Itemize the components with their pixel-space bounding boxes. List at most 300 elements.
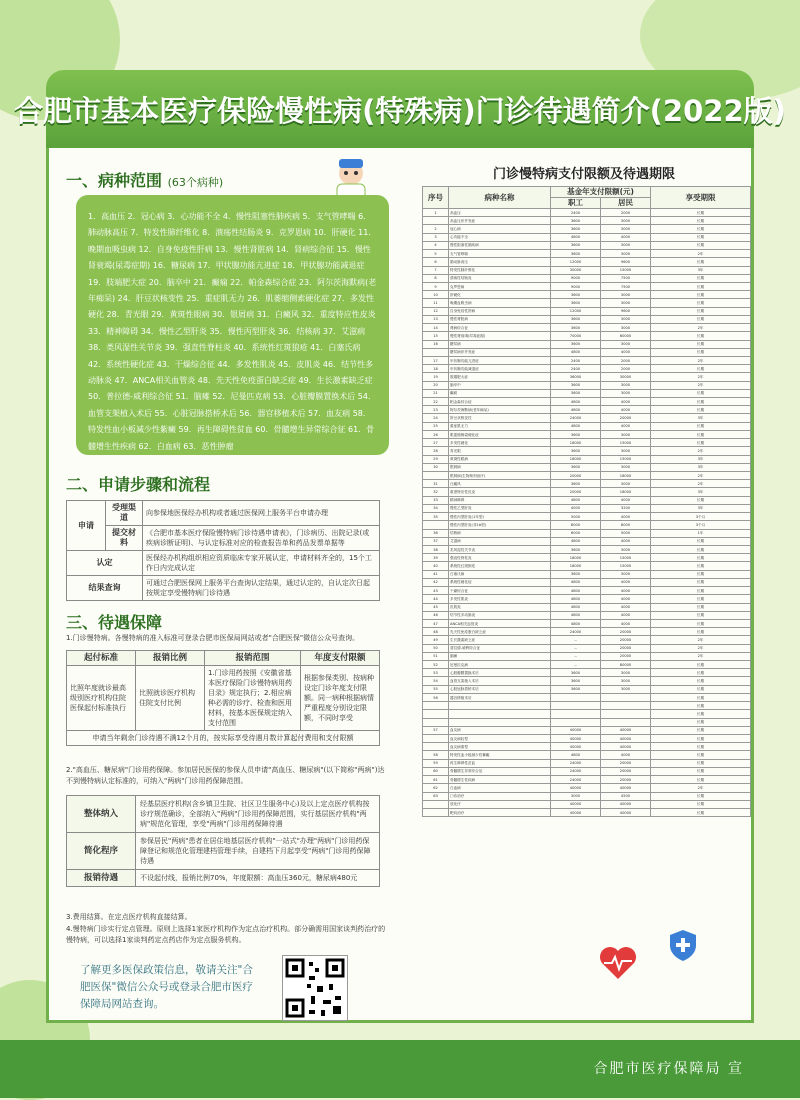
table-cell: 肢端肥大症 (449, 373, 551, 381)
table-cell: 心脏瓣膜置换术后 (449, 669, 551, 677)
table-row (423, 685, 751, 693)
table-row (423, 718, 751, 726)
table-cell: 4800 (551, 578, 601, 586)
table-row (423, 225, 751, 233)
table-cell: 3600 (551, 669, 601, 677)
flow-text: 参保居民"两病"患者在居住地基层医疗机构"一站式"办理"两病"门诊用药保障登记和规范化管理建档管理手续，自建档下月起享受"两病"门诊用药保障待遇 (136, 833, 380, 870)
table-cell: 长期 (651, 225, 751, 233)
table-cell: 长期 (651, 439, 751, 447)
table-cell: 18000 (551, 455, 601, 463)
table-cell: 24000 (551, 628, 601, 636)
table-cell: 4800 (551, 496, 601, 504)
table-cell: 系统性红斑狼疮 (449, 562, 551, 570)
table-row (423, 315, 751, 323)
table-cell: 长期 (651, 299, 751, 307)
table-cell: 长期 (651, 307, 751, 315)
benefit-header: 报销范围 (205, 651, 301, 666)
table-cell: 30 (423, 463, 449, 471)
table-cell (423, 743, 449, 751)
table-cell: 40000 (601, 808, 651, 816)
table-cell: 长期 (651, 710, 751, 718)
table-cell: 4000 (601, 422, 651, 430)
table-row (423, 521, 751, 529)
table-cell: 3000 (601, 677, 651, 685)
table-cell: 8 (423, 274, 449, 282)
table-cell (601, 693, 651, 701)
table-cell: 肝豆状核变性 (449, 414, 551, 422)
table-cell: 4000 (601, 398, 651, 406)
table-cell: 20000 (551, 472, 601, 480)
table-cell: 重度特应性皮炎 (449, 488, 551, 496)
table-cell: 骨髓增生性疾病 (449, 776, 551, 784)
table-cell: 57 (423, 726, 449, 734)
table-cell: 生长激素缺乏症 (449, 636, 551, 644)
table-cell: 3200 (601, 504, 651, 512)
table-cell: 12 (423, 307, 449, 315)
table-cell: 2000 (601, 356, 651, 364)
table-cell: 3600 (551, 250, 601, 258)
table-row (423, 365, 751, 373)
table-row (423, 800, 751, 808)
table-cell: 5 (423, 250, 449, 258)
table-cell: 系统性硬化症 (449, 578, 551, 586)
table-row (423, 595, 751, 603)
table-cell: 55 (423, 685, 449, 693)
table-cell: 再生障碍性贫血 (449, 759, 551, 767)
table-cell: 皮肌炎 (449, 603, 551, 611)
table-cell: 支气管哮喘 (449, 250, 551, 258)
table-cell: 长期 (651, 628, 751, 636)
table-cell: 3000 (601, 480, 651, 488)
table-cell (423, 472, 449, 480)
table-cell: 9000 (551, 282, 601, 290)
table-cell: 63 (423, 792, 449, 800)
table-cell: 6000 (551, 529, 601, 537)
table-row (423, 513, 751, 521)
table-cell: -- (551, 661, 601, 669)
table-cell: 3600 (551, 677, 601, 685)
table-cell: 12000 (551, 307, 601, 315)
table-row (423, 619, 751, 627)
disease-list (76, 195, 389, 455)
table-cell: 9600 (601, 258, 651, 266)
table-cell: -- (551, 644, 601, 652)
table-cell: 1 (423, 209, 449, 217)
table-cell: 3000 (601, 225, 651, 233)
table-cell: 20000 (601, 776, 651, 784)
table-cell: 肝硬化 (449, 291, 551, 299)
table-row (423, 669, 751, 677)
table-cell: 4000 (601, 233, 651, 241)
table-cell: 4000 (551, 504, 601, 512)
table-cell: 24000 (551, 414, 601, 422)
table-cell: 2年 (651, 324, 751, 332)
table-cell: 3600 (551, 241, 601, 249)
table-row (423, 291, 751, 299)
table-row (423, 348, 751, 356)
table-cell: 长期 (651, 685, 751, 693)
table-cell: 长期 (651, 808, 751, 816)
table-cell: 长期 (651, 398, 751, 406)
table-cell: 3000 (601, 447, 651, 455)
table-cell: 4800 (551, 398, 601, 406)
table-cell: 3000 (601, 324, 651, 332)
table-row (423, 702, 751, 710)
application-steps-table (66, 500, 380, 601)
table-cell: 15000 (601, 554, 651, 562)
table-cell: 长期 (651, 776, 751, 784)
table-cell: 30000 (601, 373, 651, 381)
benefit-table (66, 650, 380, 746)
table-cell: 2 (423, 225, 449, 233)
table-row (423, 233, 751, 241)
table-cell: 血友病 (449, 726, 551, 734)
table-cell: 4500 (601, 792, 651, 800)
table-cell: 高血压 (449, 209, 551, 217)
table-cell: 白塞氏病 (449, 570, 551, 578)
table-cell: 长期 (651, 677, 751, 685)
table-cell: 60 (423, 767, 449, 775)
table-cell (423, 800, 449, 808)
table-cell: 结核病 (449, 529, 551, 537)
table-cell: 长期 (651, 587, 751, 595)
table-row (423, 710, 751, 718)
two-disease-table (66, 795, 380, 887)
table-row (423, 250, 751, 258)
table-cell: 10 (423, 291, 449, 299)
table-row (423, 628, 751, 636)
table-cell: 自身免疫性肝病 (449, 307, 551, 315)
table-cell (423, 521, 449, 529)
benefit-cell: 1.门诊用药按照《安徽省基本医疗保险门诊慢特病用药目录》规定执行；2.相应病种必需的诊疗、检查和医用材料，按基本医保规定纳入支付范围 (205, 666, 301, 731)
table-cell: 3000 (601, 570, 651, 578)
table-cell: 4800 (551, 595, 601, 603)
table-cell: 溃疡性结肠炎 (449, 274, 551, 282)
table-cell: 4000 (601, 603, 651, 611)
flow-label: 整体纳入 (67, 796, 136, 833)
table-cell: 长期 (651, 365, 751, 373)
table-cell: 癫痫 (449, 389, 551, 397)
table-cell: 40000 (551, 726, 601, 734)
benefit-header: 报销比例 (136, 651, 205, 666)
table-cell: 3600 (551, 315, 601, 323)
table-row (423, 603, 751, 611)
table-cell: 40000 (551, 784, 601, 792)
table-cell: 3600 (551, 299, 601, 307)
table-cell: 4000 (601, 578, 651, 586)
table-cell: 长期 (651, 554, 751, 562)
table-row (423, 241, 751, 249)
disease-list-text: 1．高血压 2．冠心病 3．心功能不全 4．慢性阻塞性肺疾病 5．支气管哮喘 6．肺动脉高压 7．特发性肺纤维化 8．溃疡性结肠炎 9．克罗恩病 10．肝硬化 11．晚期血吸虫病 12．自身免疫性肝病 13．慢性肾脏病 14．肾病综合征 15．慢性肾衰竭(尿毒症期) 16．糖尿病 17．甲状腺功能亢进症 18．甲状腺功能减退症 19．肢端肥大症 20．脑卒中 21．癫痫 22．帕金森综合症 23．阿尔茨海默病(老年痴呆) 24．肝豆状核变性 25．重症肌无力 26．肌萎缩侧索硬化症 27．多发性硬化 28．青光眼 29．黄斑性眼病 30．银屑病 31．白癜风 32．重度特应性皮炎 33．精神障碍 34．慢性乙型肝炎 35．慢性丙型肝炎 36．结核病 37．艾滋病 38．类风湿性关节炎 39．强直性脊柱炎 40．系统性红斑狼疮 41．白塞氏病 42．系统性硬化症 43．干燥综合征 44．多发性肌炎 45．皮肌炎 46．结节性多动脉炎 47．ANCA相关血管炎 48．先天性免疫蛋白缺乏症 49．生长激素缺乏症 50．普拉德-威利综合征 51．脑瘫 52．尼曼匹克病 53．心脏瓣膜置换术后 54．血管支架植入术后 55．心脏冠脉搭桥术后 56．器官移植术后 57．血友病 58．特发性血小板减少性紫癜 59．再生障碍性贫血 60．骨髓增生异常综合征 61．骨髓增生性疾病 62．白血病 63．恶性肿瘤 (88, 212, 377, 451)
table-cell: 15000 (601, 455, 651, 463)
table-row (423, 472, 751, 480)
table-cell: 普拉德-威利综合征 (449, 644, 551, 652)
step-text: 医保经办机构组织相应资质临床专家开展认定，申请材料齐全的，15个工作日内完成认定 (143, 551, 380, 576)
table-cell: 长期 (651, 669, 751, 677)
table-cell: 3600 (551, 225, 601, 233)
table-row (423, 496, 751, 504)
table-cell: 肌萎缩侧索硬化症 (449, 430, 551, 438)
step-label: 结果查询 (67, 576, 143, 601)
table-cell: 特发性血小板减少性紫癜 (449, 751, 551, 759)
table-row (423, 430, 751, 438)
table-cell: 2年 (651, 472, 751, 480)
section1-title (66, 168, 223, 191)
table-cell: 20000 (601, 414, 651, 422)
table-row (423, 529, 751, 537)
table-cell: 45 (423, 603, 449, 611)
table-row (423, 587, 751, 595)
apply-label: 申请 (67, 501, 106, 551)
table-cell: 长期 (651, 792, 751, 800)
more-info-text: 了解更多医保政策信息，敬请关注"合肥医保"微信公众号或登录合肥市医疗保障局网站查询。 (80, 964, 253, 1010)
table-cell: 糖尿病伴并发症 (449, 348, 551, 356)
table-row (423, 743, 751, 751)
table-cell: 4000 (601, 751, 651, 759)
footer-bar (0, 1040, 800, 1098)
table-cell: 冠心病 (449, 225, 551, 233)
table-cell: 20000 (601, 759, 651, 767)
table-cell: 长期 (651, 389, 751, 397)
table-cell: 4800 (551, 751, 601, 759)
table-cell: 2年 (651, 381, 751, 389)
table-cell: 61 (423, 776, 449, 784)
table-cell: 3000 (551, 792, 601, 800)
table-cell: 长期 (651, 735, 751, 743)
table-cell: 慢性丙型肝炎(1年型) (449, 513, 551, 521)
table-cell: 5000 (601, 529, 651, 537)
table-cell: 49 (423, 636, 449, 644)
table-cell (423, 718, 449, 726)
table-row (423, 652, 751, 660)
table-cell: 11 (423, 299, 449, 307)
table-cell: 37 (423, 537, 449, 545)
table-cell: 放化疗 (449, 800, 551, 808)
table-cell: 40000 (601, 726, 651, 734)
benefit-item1: 1.门诊慢特病。各慢特病的准入标准可登录合肥市医保局网站或者"合肥医保"微信公众号查询。 (66, 634, 360, 642)
section1-heading: 一、病种范围 (66, 171, 163, 190)
table-cell: 9600 (601, 307, 651, 315)
table-cell: 阿尔茨海默病(老年痴呆) (449, 406, 551, 414)
table-row (423, 258, 751, 266)
table-cell: 42 (423, 578, 449, 586)
table-cell: 4000 (601, 587, 651, 595)
table-cell: 长期 (651, 759, 751, 767)
table-cell: 长期 (651, 726, 751, 734)
table-cell: 3600 (551, 570, 601, 578)
table-row (423, 611, 751, 619)
table-cell: 3年 (651, 504, 751, 512)
table-cell: 30000 (551, 266, 601, 274)
table-cell: 40000 (551, 808, 601, 816)
table-cell (423, 702, 449, 710)
table-cell: 3年 (651, 455, 751, 463)
table-cell: 3000 (601, 545, 651, 553)
table-cell: 3年 (651, 266, 751, 274)
table-cell: 51 (423, 652, 449, 660)
table-cell: 4800 (551, 422, 601, 430)
table-cell: 血友病重型 (449, 743, 551, 751)
table-row (423, 504, 751, 512)
qr-code[interactable] (282, 955, 348, 1021)
table-cell: 强直性脊柱炎 (449, 554, 551, 562)
table-cell: 3000 (601, 669, 651, 677)
table-cell: 长期 (651, 619, 751, 627)
table-row (423, 217, 751, 225)
table-row (423, 570, 751, 578)
table-cell: 4800 (551, 603, 601, 611)
table-cell: 多发性硬化 (449, 439, 551, 447)
table-row (423, 644, 751, 652)
table-cell: -- (551, 636, 601, 644)
table-row (423, 759, 751, 767)
table-row (423, 751, 751, 759)
table-cell: 17 (423, 356, 449, 364)
table-cell: 3000 (601, 430, 651, 438)
table-cell: 29 (423, 455, 449, 463)
table-cell (551, 718, 601, 726)
col-header-limit: 基金年支付限额(元) (551, 187, 651, 198)
table-cell: 40 (423, 562, 449, 570)
table-cell: 3600 (551, 545, 601, 553)
table-cell: 18000 (601, 472, 651, 480)
table-cell: 银屑病(生物制剂治疗) (449, 472, 551, 480)
table-row (423, 209, 751, 217)
table-cell: 长期 (651, 315, 751, 323)
table-cell: 20000 (601, 644, 651, 652)
step-text: 可通过合肥医保网上服务平台查询认定结果，通过认定的，自认定次日起按规定享受慢特病门诊待遇 (143, 576, 380, 601)
table-cell: 类风湿性关节炎 (449, 545, 551, 553)
table-cell: 3600 (551, 685, 601, 693)
table-row (423, 767, 751, 775)
table-cell (423, 710, 449, 718)
table-row (423, 447, 751, 455)
table-cell: 50 (423, 644, 449, 652)
table-cell: 18000 (551, 439, 601, 447)
table-cell: 39 (423, 554, 449, 562)
table-cell: 白癜风 (449, 480, 551, 488)
table-cell: 3年 (651, 463, 751, 471)
table-cell: 27 (423, 439, 449, 447)
table-cell: 2年 (651, 644, 751, 652)
table-cell: 长期 (651, 718, 751, 726)
table-cell: 3000 (601, 299, 651, 307)
table-cell: 长期 (651, 217, 751, 225)
table-cell: 2年 (651, 356, 751, 364)
table-cell: 33 (423, 496, 449, 504)
table-cell: 3000 (601, 463, 651, 471)
table-cell: 脑瘫 (449, 652, 551, 660)
table-cell (601, 702, 651, 710)
table-cell: 长期 (651, 595, 751, 603)
table-cell: 长期 (651, 537, 751, 545)
table-cell: 20000 (601, 652, 651, 660)
table-cell (449, 710, 551, 718)
table-cell (423, 735, 449, 743)
footer-text: 合肥市医疗保障局 宣 (593, 1061, 744, 1077)
table-cell: 干燥综合征 (449, 587, 551, 595)
table-cell: 4800 (551, 406, 601, 414)
table-cell: 4800 (551, 233, 601, 241)
table-cell: 3600 (551, 463, 601, 471)
table-cell (601, 718, 651, 726)
title-banner (14, 70, 786, 148)
table-row (423, 784, 751, 792)
table-cell: 长期 (651, 702, 751, 710)
table-cell: 晚期血吸虫病 (449, 299, 551, 307)
table-cell: 长期 (651, 800, 751, 808)
table-cell: 3000 (601, 315, 651, 323)
table-cell: 22 (423, 398, 449, 406)
table-cell: 心脏冠脉搭桥术后 (449, 685, 551, 693)
right-table-title: 门诊慢特病支付限额及待遇期限 (492, 167, 675, 182)
table-cell: 3000 (601, 685, 651, 693)
table-cell: 1年 (651, 529, 751, 537)
table-cell: 精神障碍 (449, 496, 551, 504)
table-cell: 2000 (601, 209, 651, 217)
table-cell: 3 (423, 233, 449, 241)
table-row (423, 808, 751, 816)
table-cell: 血管支架植入术后 (449, 677, 551, 685)
table-row (423, 274, 751, 282)
table-cell (551, 693, 601, 701)
table-row (423, 480, 751, 488)
table-cell: 38 (423, 545, 449, 553)
table-cell: 32 (423, 488, 449, 496)
table-cell: 70000 (551, 332, 601, 340)
benefit-cell: 比照年度就诊最高级别医疗机构住院医保起付标准执行 (67, 666, 136, 731)
benefit-header: 年度支付限额 (301, 651, 380, 666)
table-row (423, 381, 751, 389)
table-cell: 3600 (551, 480, 601, 488)
table-cell: 4000 (601, 406, 651, 414)
table-cell: 2年 (651, 652, 751, 660)
table-cell: 4000 (601, 496, 651, 504)
table-cell: 15000 (601, 266, 651, 274)
table-cell: 46 (423, 611, 449, 619)
table-cell: 3年 (651, 414, 751, 422)
table-cell: 40000 (601, 800, 651, 808)
table-cell: 4800 (551, 587, 601, 595)
section2-title: 二、申请步骤和流程 (66, 475, 211, 494)
table-cell: 24000 (551, 759, 601, 767)
table-cell: 长期 (651, 282, 751, 290)
table-cell: 31 (423, 480, 449, 488)
table-cell: 3个月 (651, 513, 751, 521)
table-cell: 4000 (601, 595, 651, 603)
table-row (423, 455, 751, 463)
table-cell: 18000 (551, 562, 601, 570)
table-cell: 多发性肌炎 (449, 595, 551, 603)
table-cell: 9 (423, 282, 449, 290)
table-cell: 长期 (651, 209, 751, 217)
table-cell: 长期 (651, 348, 751, 356)
table-cell: 青光眼 (449, 447, 551, 455)
table-cell: 3000 (601, 217, 651, 225)
benefit-item4: 4.慢特病门诊实行定点管理。原则上选择1家医疗机构作为定点治疗机构。部分确需用国家谈判药治疗的慢特病，可以选择1家谈判药定点药店作为定点服务机构。 (66, 925, 386, 944)
table-cell: 24000 (551, 767, 601, 775)
heart-icon (598, 945, 638, 981)
table-cell: 4 (423, 241, 449, 249)
table-cell: 2年 (651, 636, 751, 644)
table-cell: 20 (423, 381, 449, 389)
table-cell (423, 348, 449, 356)
table-row (423, 488, 751, 496)
table-cell: 长期 (651, 241, 751, 249)
table-cell: 23 (423, 406, 449, 414)
col-header-resident: 居民 (601, 198, 651, 209)
benefit-cell: 比照就诊医疗机构住院支付比例 (136, 666, 205, 731)
